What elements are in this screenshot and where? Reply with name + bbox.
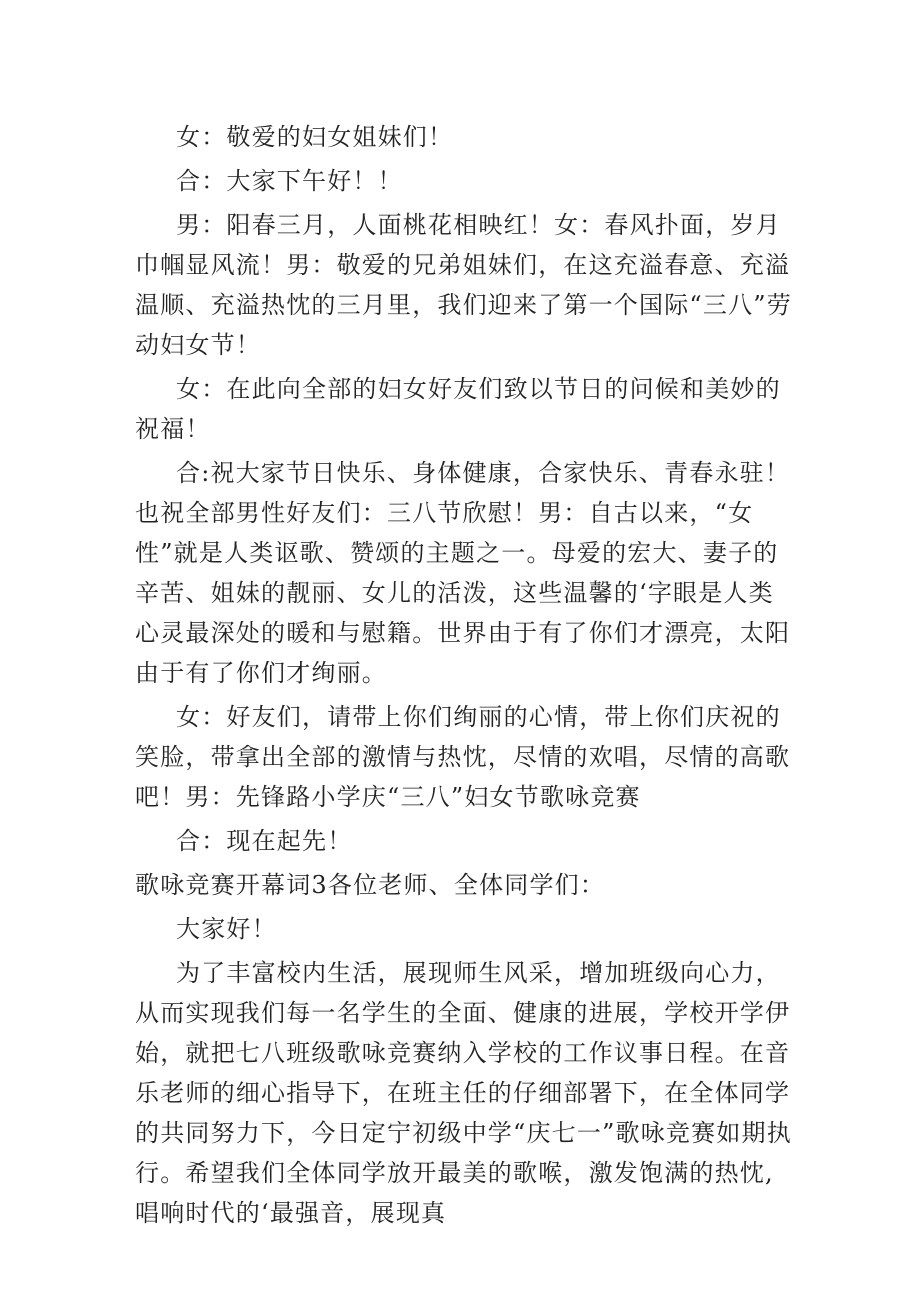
paragraph-praise-women: 合:祝大家节日快乐、身体健康，合家快乐、青春永驻！也祝全部男性好友们：三八节欣慰！男：自古以来，“女性”就是人类讴歌、赞颂的主题之一。母爱的宏大、妻子的辛苦、姐妹的靓丽、女儿的活泼，这些温馨的‘字眼是人类心灵最深处的暖和与慰籍。世界由于有了你们才漂亮，太阳由于有了你们才绚丽。: [135, 459, 791, 687]
paragraph-section-heading: 歌咏竞赛开幕词3各位老师、全体同学们：: [135, 871, 606, 899]
paragraph-school-intro: 为了丰富校内生活，展现师生风采，增加班级向心力，从而实现我们每一名学生的全面、健康的进展，学校开学伊始，就把七八班级歌咏竞赛纳入学校的工作议事日程。在音乐老师的细心指导下，在班主任的仔细部署下，在全体同学的共同努力下，今日定宁初级中学“庆七一”歌咏竞赛如期执行。希望我们全体同学放开最美的歌喉，激发饱满的热忱,唱响时代的‘最强音，展现真: [135, 959, 792, 1227]
paragraph-holiday-wishes: 女：在此向全部的妇女好友们致以节日的问候和美妙的祝福！: [135, 375, 781, 443]
paragraph-together-greeting: 合：大家下午好！！: [176, 167, 403, 195]
paragraph-invitation: 女：好友们，请带上你们绚丽的心情，带上你们庆祝的笑脸，带拿出全部的激情与热忱，尽情的欢唱，尽情的高歌吧！男：先锋路小学庆“三八”妇女节歌咏竞赛: [135, 703, 791, 811]
paragraph-hello: 大家好！: [176, 915, 277, 943]
paragraph-female-greeting: 女：敬爱的妇女姐妹们！: [176, 123, 454, 151]
paragraph-spring-intro: 男：阳春三月，人面桃花相映红！女：春风扑面，岁月巾帼显风流！男：敬爱的兄弟姐妹们，在这充溢春意、充溢温顺、充溢热忱的三月里，我们迎来了第一个国际“三八”劳动妇女节！: [135, 211, 792, 359]
paragraph-start: 合：现在起先！: [176, 827, 353, 855]
document-body: [135, 117, 795, 1237]
